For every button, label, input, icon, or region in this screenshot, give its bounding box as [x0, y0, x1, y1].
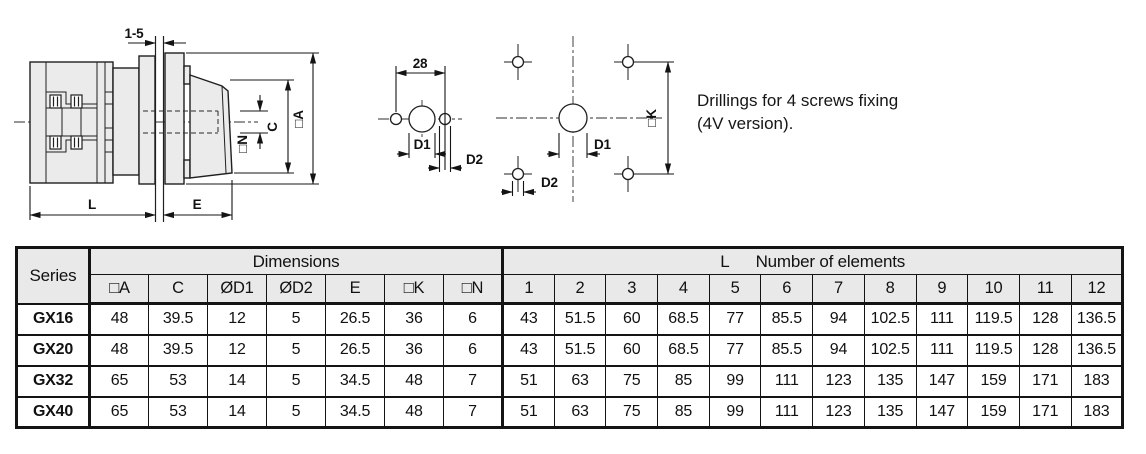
table-cell: 51.5: [554, 335, 606, 366]
dim-label-28: 28: [412, 56, 428, 71]
table-cell: 77: [709, 335, 761, 366]
table-cell: 6: [444, 335, 503, 366]
table-row-gx16: [17, 304, 1123, 335]
col-header-e: E: [326, 275, 385, 304]
col-header-11: 11: [1019, 275, 1071, 304]
col-header-8: 8: [864, 275, 916, 304]
dim-label-l: L: [87, 197, 97, 212]
table-cell: 123: [813, 366, 865, 397]
dimensions-table: [15, 246, 1124, 429]
dimensions-group-header: Dimensions: [90, 248, 503, 275]
table-cell: 63: [554, 397, 606, 428]
table-cell: 26.5: [326, 335, 385, 366]
table-cell: 102.5: [864, 335, 916, 366]
note-line-1: Drillings for 4 screws fixing: [697, 91, 899, 110]
table-cell: 183: [1071, 366, 1123, 397]
col-header-7: 7: [813, 275, 865, 304]
switch-neck: [113, 68, 139, 175]
table-cell: 5: [267, 397, 326, 428]
elements-header-text: Number of elements: [755, 251, 906, 271]
table-cell: 48: [385, 397, 444, 428]
table-cell: 36: [385, 335, 444, 366]
dim-label-a: □A: [291, 110, 306, 128]
col-header-a: □A: [90, 275, 149, 304]
table-cell: 65: [90, 397, 149, 428]
table-cell: 159: [968, 366, 1020, 397]
table-cell: 75: [606, 366, 658, 397]
front-plate: [165, 53, 184, 184]
table-cell: 136.5: [1071, 304, 1123, 335]
table-cell: 12: [208, 304, 267, 335]
table-cell: 85: [658, 397, 710, 428]
table-cell: 51: [503, 366, 555, 397]
table-cell: 43: [503, 335, 555, 366]
dim-label-panel-thickness: 1-5: [124, 26, 144, 41]
drilling-4v-drawing: [496, 36, 674, 202]
table-cell: 68.5: [658, 304, 710, 335]
table-cell: 85.5: [761, 335, 813, 366]
table-cell: 128: [1019, 335, 1071, 366]
col-header-9: 9: [916, 275, 968, 304]
col-header-4: 4: [658, 275, 710, 304]
table-cell: 85.5: [761, 304, 813, 335]
table-cell: 7: [444, 397, 503, 428]
table-cell: 85: [658, 366, 710, 397]
table-cell: 68.5: [658, 335, 710, 366]
table-cell: 94: [813, 335, 865, 366]
table-cell: 26.5: [326, 304, 385, 335]
col-header-d2: ØD2: [267, 275, 326, 304]
table-cell: 135: [864, 397, 916, 428]
note-line-2: (4V version).: [697, 114, 794, 133]
table-cell: 12: [208, 335, 267, 366]
table-row-gx20: [17, 335, 1123, 366]
elements-header-l: L: [720, 251, 730, 271]
dim-label-n: □N: [235, 135, 250, 153]
shaft-hole: [559, 104, 587, 132]
table-cell: 136.5: [1071, 335, 1123, 366]
dim-label-d1: D1: [413, 137, 431, 152]
table-cell: 147: [916, 397, 968, 428]
switch-body: [30, 62, 113, 183]
col-header-1: 1: [503, 275, 555, 304]
table-cell: 53: [149, 366, 208, 397]
screw-hole: [391, 114, 402, 125]
series-header: Series: [17, 248, 90, 304]
table-cell: 48: [90, 335, 149, 366]
table-cell: 5: [267, 366, 326, 397]
table-cell: 7: [444, 366, 503, 397]
table-cell: 36: [385, 304, 444, 335]
table-cell: 39.5: [149, 335, 208, 366]
screw-hole: [513, 169, 524, 180]
table-cell: 43: [503, 304, 555, 335]
table-cell: 39.5: [149, 304, 208, 335]
table-cell: 34.5: [326, 366, 385, 397]
table-cell: 99: [709, 397, 761, 428]
dim-label-d1: D1: [594, 137, 611, 152]
table-cell: 135: [864, 366, 916, 397]
switch-flange: [139, 56, 155, 184]
table-cell: 60: [606, 335, 658, 366]
screw-hole: [623, 57, 634, 68]
table-cell: 119.5: [968, 304, 1020, 335]
dim-label-c: C: [265, 122, 280, 132]
table-row-gx40: [17, 397, 1123, 428]
table-cell: 75: [606, 397, 658, 428]
table-cell: 171: [1019, 366, 1071, 397]
table-cell: 99: [709, 366, 761, 397]
table-cell: 111: [761, 397, 813, 428]
series-label: GX20: [17, 335, 90, 366]
table-cell: 51.5: [554, 304, 606, 335]
col-header-3: 3: [606, 275, 658, 304]
table-cell: 147: [916, 366, 968, 397]
col-header-n: □N: [444, 275, 503, 304]
col-header-6: 6: [761, 275, 813, 304]
table-cell: 159: [968, 397, 1020, 428]
dim-label-e: E: [192, 197, 202, 212]
mounting-panel: [156, 36, 164, 222]
table-cell: 53: [149, 397, 208, 428]
table-cell: 5: [267, 304, 326, 335]
elements-group-header: [503, 248, 1123, 275]
table-cell: 6: [444, 304, 503, 335]
dim-label-k: □K: [644, 109, 659, 127]
table-cell: 14: [208, 366, 267, 397]
shaft-hole: [409, 106, 435, 132]
table-cell: 48: [90, 304, 149, 335]
table-cell: 34.5: [326, 397, 385, 428]
col-header-d1: ØD1: [208, 275, 267, 304]
col-header-k: □K: [385, 275, 444, 304]
table-cell: 128: [1019, 304, 1071, 335]
table-cell: 14: [208, 397, 267, 428]
col-header-2: 2: [554, 275, 606, 304]
series-label: GX16: [17, 304, 90, 335]
dim-label-d2: D2: [466, 152, 483, 167]
table-cell: 171: [1019, 397, 1071, 428]
table-cell: 5: [267, 335, 326, 366]
table-cell: 102.5: [864, 304, 916, 335]
table-cell: 111: [916, 335, 968, 366]
col-header-5: 5: [709, 275, 761, 304]
table-cell: 94: [813, 304, 865, 335]
series-label: GX40: [17, 397, 90, 428]
table-cell: 51: [503, 397, 555, 428]
table-cell: 111: [916, 304, 968, 335]
col-header-10: 10: [968, 275, 1020, 304]
drilling-2-screws-drawing: [378, 56, 483, 172]
side-view-drawing: [14, 26, 319, 222]
drillings-note: [697, 91, 898, 133]
table-cell: 63: [554, 366, 606, 397]
screw-hole: [513, 57, 524, 68]
col-header-c: C: [149, 275, 208, 304]
table-cell: 183: [1071, 397, 1123, 428]
table-cell: 119.5: [968, 335, 1020, 366]
table-row-gx32: [17, 366, 1123, 397]
table-cell: 111: [761, 366, 813, 397]
screw-hole: [623, 169, 634, 180]
table-cell: 123: [813, 397, 865, 428]
table-cell: 77: [709, 304, 761, 335]
col-header-12: 12: [1071, 275, 1123, 304]
table-cell: 48: [385, 366, 444, 397]
series-label: GX32: [17, 366, 90, 397]
dim-label-d2: D2: [541, 175, 558, 190]
table-cell: 60: [606, 304, 658, 335]
table-cell: 65: [90, 366, 149, 397]
